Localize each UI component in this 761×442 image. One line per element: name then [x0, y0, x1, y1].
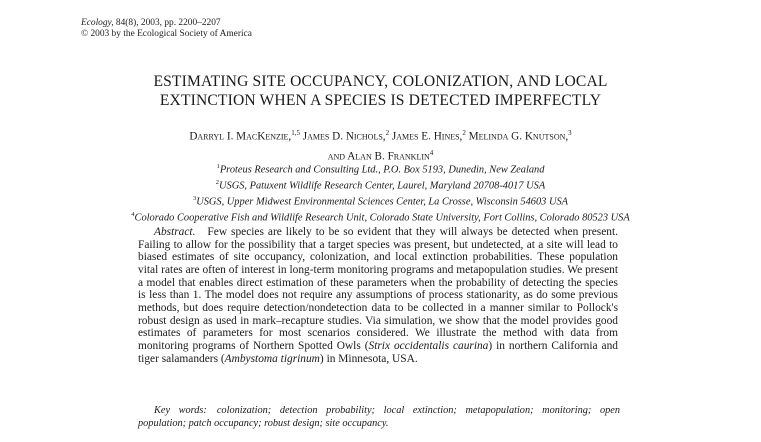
abstract-text: Few species are likely to be so evident that they will always be detected when present. Failing to allow for the possibility that a target species was present, but undetected, at a site will lead to biased estimates of site occupancy, colonization, and local extinction probabilities. These population vital rates are often of interest in long-term monitoring programs and metapopulation studies. We present a model that enables direct estimation of these parameters when the probability of detecting the species is less than 1. The model does not require any assumptions of process stationarity, as do some previous methods, but does require detection/nondetection data to be collected in a manner similar to Pollock's robust design as used in mark–recapture studies. Via simulation, we show that the model provides good estimates of parameters for most scenarios considered. We illustrate the method with data from monitoring programs of Northern Spotted Owls (	[138, 226, 619, 352]
affiliation-number: 4	[131, 210, 135, 218]
species-name: Ambystoma tigrinum	[224, 352, 320, 365]
author-affiliation-mark: 2	[385, 129, 390, 137]
affiliation-item	[0, 177, 761, 193]
author-affiliation-mark: 1,5	[291, 129, 300, 137]
affiliation-text: Proteus Research and Consulting Ltd., P.O. Box 5193, Dunedin, New Zealand	[219, 164, 545, 176]
paper-title	[0, 72, 761, 110]
abstract-text: ) in Minnesota, USA.	[319, 352, 418, 365]
author-list	[0, 125, 761, 164]
copyright-line: © 2003 by the Ecological Society of America	[81, 29, 252, 39]
author-name: James E. Hines,	[391, 130, 463, 143]
keywords	[138, 405, 620, 430]
author-name: and Alan B. Franklin	[327, 150, 430, 163]
affiliation-text: USGS, Upper Midwest Environmental Sciences Center, La Crosse, Wisconsin 54603 USA	[196, 196, 569, 208]
abstract-text: ) in northern California and tiger salamanders (	[138, 339, 618, 365]
authors-line-1	[0, 125, 761, 145]
title-line-1: ESTIMATING SITE OCCUPANCY, COLONIZATION, AND LOCAL	[153, 73, 608, 90]
author-name: James D. Nichols,	[302, 130, 386, 143]
citation-line	[81, 18, 252, 29]
author-affiliation-mark: 2	[462, 129, 466, 137]
author-name: Melinda G. Knutson,	[468, 130, 569, 143]
author-affiliation-mark: 3	[568, 129, 572, 137]
abstract	[138, 226, 618, 365]
affiliation-item	[0, 209, 761, 225]
affiliation-text: Colorado Cooperative Fish and Wildlife Research Unit, Colorado State University, Fort Collins, Colorado 80523 USA	[134, 212, 630, 224]
affiliation-text: USGS, Patuxent Wildlife Research Center, Laurel, Maryland 20708-4017 USA	[219, 180, 546, 192]
journal-name: Ecology,	[81, 18, 114, 28]
affiliation-item	[0, 193, 761, 209]
abstract-label: Abstract.	[154, 226, 196, 238]
affiliation-number: 2	[215, 178, 220, 186]
keywords-text: colonization; detection probability; local extinction; metapopulation; monitoring; open population; patch occupancy; robust design; site occupancy.	[138, 405, 620, 429]
author-affiliation-mark: 4	[429, 148, 434, 157]
affiliation-list	[0, 161, 761, 225]
species-name: Strix occidentalis caurina	[368, 339, 489, 352]
journal-masthead	[81, 18, 252, 40]
affiliation-number: 1	[216, 163, 220, 170]
affiliation-number: 3	[192, 194, 197, 202]
keywords-label: Key words:	[154, 405, 207, 416]
affiliation-item	[0, 161, 761, 177]
author-name: Darryl I. MacKenzie,	[189, 130, 292, 143]
title-line-2: EXTINCTION WHEN A SPECIES IS DETECTED IMPERFECTLY	[159, 92, 602, 109]
citation-details: 84(8), 2003, pp. 2200–2207	[113, 18, 221, 28]
